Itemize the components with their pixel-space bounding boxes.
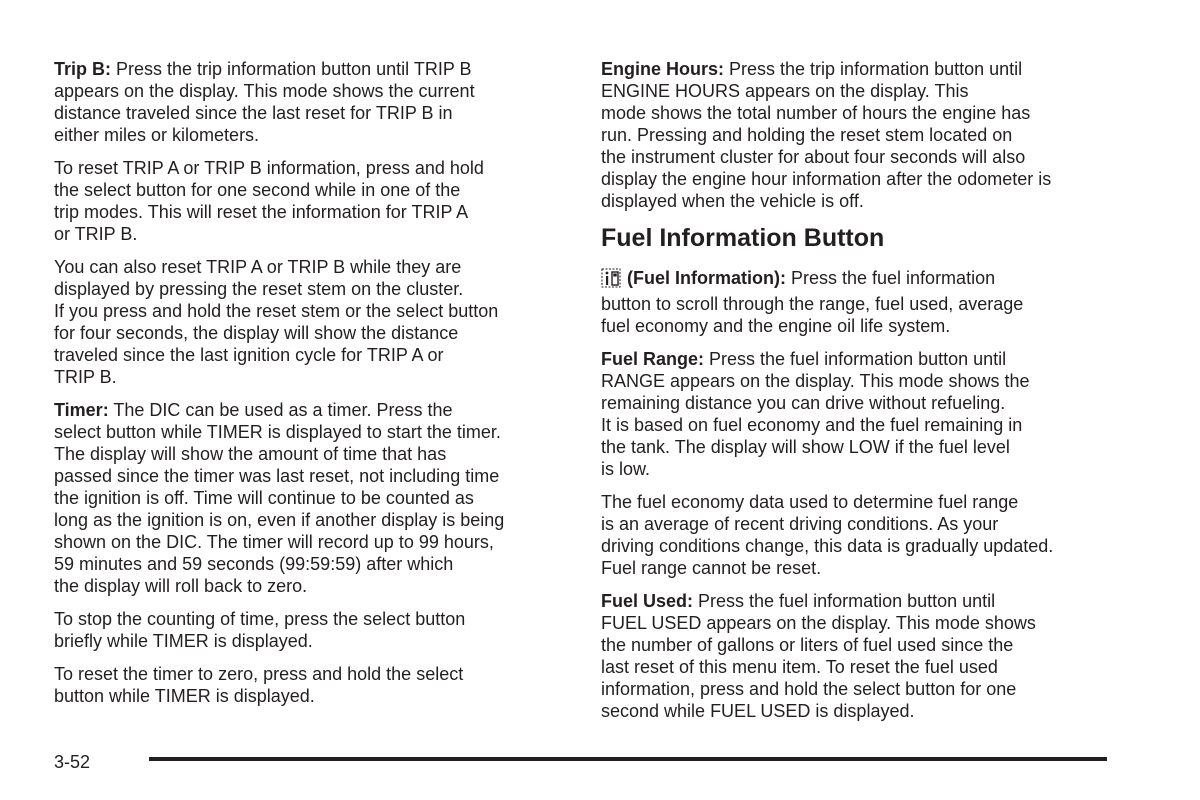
fuel-information-icon: [601, 268, 621, 293]
page-number: 3-52: [54, 752, 91, 772]
timer-label: Timer:: [54, 400, 109, 420]
trip-b-label: Trip B:: [54, 59, 111, 79]
fuel-range-paragraph: Fuel Range: Press the fuel information button until RANGE appears on the display. This mode shows the remaining distance you can drive without refueling. It is based on fuel economy and the fuel remaining in the tank. The display will show LOW if the fuel level is low.: [601, 349, 1030, 479]
fuel-info-paragraph: (Fuel Information): Press the fuel information button to scroll through the range, fuel used, average fuel economy and the engine oil life system.: [601, 268, 1024, 336]
left-column: [54, 58, 574, 718]
fuel-used-label: Fuel Used:: [601, 591, 694, 611]
right-column: [601, 58, 1121, 733]
engine-hours-label: Engine Hours:: [601, 59, 725, 79]
fuel-info-label: (Fuel Information):: [627, 268, 786, 288]
reset-timer-paragraph: To reset the timer to zero, press and hold the select button while TIMER is displayed.: [54, 664, 464, 706]
reset-stem-paragraph: You can also reset TRIP A or TRIP B while they are displayed by pressing the reset stem on the cluster. If you press and hold the reset stem or the select button for four seconds, the display will show the distance traveled since the last ignition cycle for TRIP A or TRIP B.: [54, 257, 499, 387]
fuel-economy-data-paragraph: The fuel economy data used to determine fuel range is an average of recent driving conditions. As your driving conditions change, this data is gradually updated. Fuel range cannot be reset.: [601, 492, 1054, 578]
section-heading: Fuel Information Button: [601, 224, 885, 252]
stop-timer-paragraph: To stop the counting of time, press the select button briefly while TIMER is displayed.: [54, 609, 466, 651]
trip-b-paragraph: Trip B: Press the trip information button until TRIP B appears on the display. This mode shows the current distance traveled since the last reset for TRIP B in either miles or kilometers.: [54, 59, 475, 145]
reset-trip-paragraph: To reset TRIP A or TRIP B information, press and hold the select button for one second while in one of the trip modes. This will reset the information for TRIP A or TRIP B.: [54, 158, 484, 244]
engine-hours-paragraph: Engine Hours: Press the trip information button until ENGINE HOURS appears on the display. This mode shows the total number of hours the engine has run. Pressing and holding the reset stem located on the instrument cluster for about four seconds will also display the engine hour information after the odometer is displayed when the vehicle is off.: [601, 59, 1052, 211]
fuel-range-label: Fuel Range:: [601, 349, 705, 369]
fuel-used-paragraph: Fuel Used: Press the fuel information button until FUEL USED appears on the display. This mode shows the number of gallons or liters of fuel used since the last reset of this menu item. To reset the fuel used information, press and hold the select button for one second while FUEL USED is displayed.: [601, 591, 1036, 721]
timer-paragraph: Timer: The DIC can be used as a timer. Press the select button while TIMER is displayed to start the timer. The display will show the amount of time that has passed since the timer was last reset, not including time the ignition is off. Time will continue to be counted as long as the ignition is on, even if another display is being shown on the DIC. The timer will record up to 99 hours, 59 minutes and 59 seconds (99:59:59) after which the display will roll back to zero.: [54, 400, 505, 596]
footer-rule: [149, 757, 1107, 761]
